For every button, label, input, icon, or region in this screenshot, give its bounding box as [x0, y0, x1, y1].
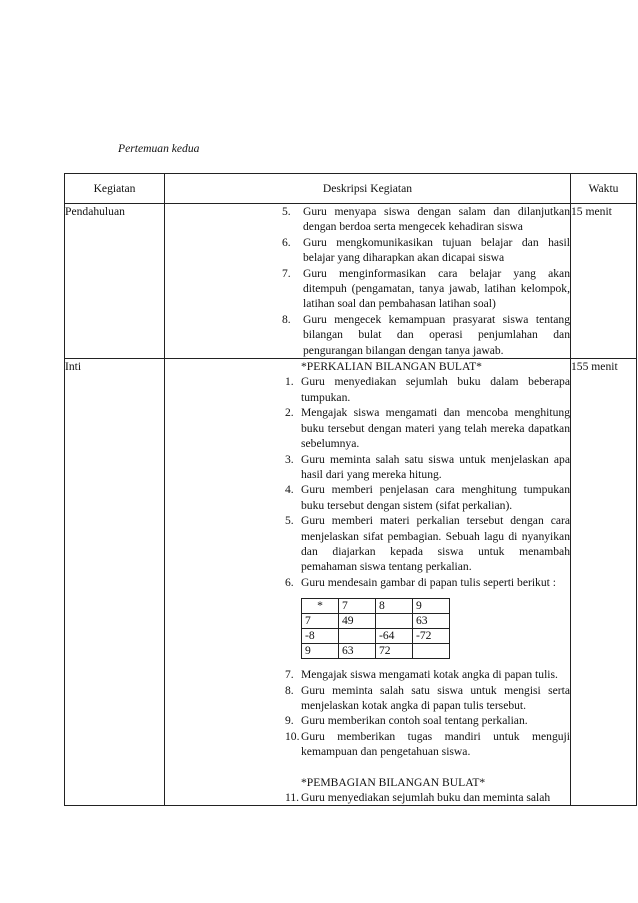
grid-cell [376, 614, 413, 629]
list-item: 3. Guru meminta salah satu siswa untuk menjelaskan apa hasil dari yang mereka hitung. [285, 452, 570, 481]
section-title-pembagian: *PEMBAGIAN BILANGAN BULAT* [301, 775, 486, 789]
list-item: 6. Guru mengkomunikasikan tujuan belajar dan hasil belajar yang diharapkan akan dicapai siswa [282, 235, 570, 265]
grid-cell: -72 [413, 629, 450, 644]
grid-cell: 7 [302, 614, 339, 629]
table-header-row [65, 174, 637, 204]
grid-cell: 63 [339, 644, 376, 659]
section-title-perkalian: *PERKALIAN BILANGAN BULAT* [301, 360, 482, 374]
list-item: 5. Guru menyapa siswa dengan salam dan dilanjutkan dengan berdoa serta mengecek kehadiran siswa [282, 205, 570, 234]
list-item: 7. Mengajak siswa mengamati kotak angka di papan tulis. [285, 668, 558, 682]
activity-time: 155 menit [571, 359, 637, 806]
grid-cell: 7 [339, 599, 376, 614]
list-item: 7. Guru menginformasikan cara belajar yang akan ditempuh (pengamatan, tanya jawab, latihan kelompok, latihan soal dan pembahasan latihan soal) [282, 266, 570, 311]
table-row-pendahuluan [65, 204, 637, 359]
grid-row [302, 644, 450, 659]
grid-cell: 9 [413, 599, 450, 614]
grid-cell [339, 629, 376, 644]
header-activity: Kegiatan [65, 174, 165, 204]
activity-description [165, 359, 571, 806]
list-item: 8. Guru meminta salah satu siswa untuk mengisi serta menjelaskan kotak angka di papan tulis tersebut. [285, 683, 570, 712]
table-row-inti [65, 359, 637, 806]
activity-label: Inti [65, 359, 165, 806]
list-item: 1. Guru menyediakan sejumlah buku dalam beberapa tumpukan. [285, 375, 570, 404]
list-item: 4. Guru memberi penjelasan cara menghitung tumpukan buku tersebut dengan sistem (sifat perkalian). [285, 483, 570, 512]
list-item: 2. Mengajak siswa mengamati dan mencoba menghitung buku tersebut dengan materi yang telah mereka dapatkan sebelumnya. [285, 406, 570, 451]
grid-cell: * [302, 599, 339, 614]
grid-cell: 49 [339, 614, 376, 629]
list-item: 11. Guru menyediakan sejumlah buku dan meminta salah [285, 791, 551, 804]
activity-label: Pendahuluan [65, 204, 165, 359]
grid-cell: 72 [376, 644, 413, 659]
activity-description [165, 204, 571, 359]
list-item: 6. Guru mendesain gambar di papan tulis seperti berikut : [285, 575, 556, 589]
grid-row [302, 614, 450, 629]
grid-cell: -8 [302, 629, 339, 644]
header-time: Waktu [571, 174, 637, 204]
grid-cell: 63 [413, 614, 450, 629]
grid-cell: 9 [302, 644, 339, 659]
spacer [165, 760, 570, 775]
header-description: Deskripsi Kegiatan [165, 174, 571, 204]
activity-time: 15 menit [571, 204, 637, 359]
grid-cell: 8 [376, 599, 413, 614]
list-item: 10. Guru memberikan tugas mandiri untuk menguji kemampuan dan pengetahuan siswa. [285, 729, 570, 759]
grid-cell: -64 [376, 629, 413, 644]
activity-table [64, 173, 637, 806]
section-heading: Pertemuan kedua [118, 142, 200, 155]
list-item: 9. Guru memberikan contoh soal tentang perkalian. [285, 714, 528, 728]
list-item: 5. Guru memberi materi perkalian tersebut dengan cara menjelaskan sifat pembagian. Sebuah lagu di nyanyikan dan diajarkan kepada siswa untuk menambah pemahaman siswa tentang perkalian. [285, 514, 570, 574]
grid-row [302, 599, 450, 614]
grid-row [302, 629, 450, 644]
list-item: 8. Guru mengecek kemampuan prasyarat siswa tentang bilangan bulat dan operasi penjumlahan dan pengurangan bilangan dengan tanya jawab. [282, 312, 570, 357]
grid-cell [413, 644, 450, 659]
multiplication-grid [301, 598, 450, 659]
